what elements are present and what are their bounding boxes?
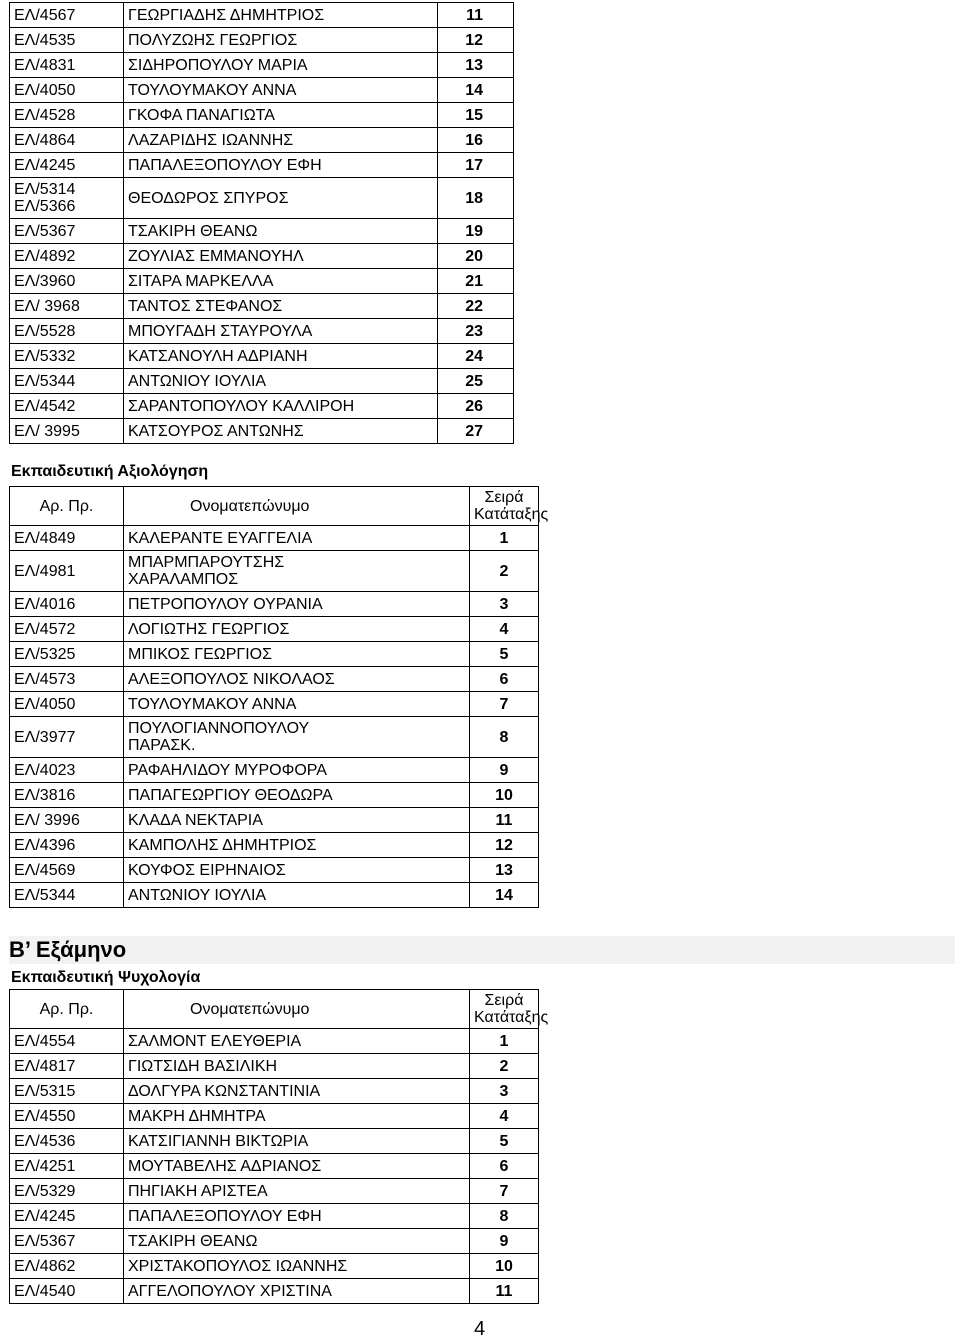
cell-name: ΣΑΛΜΟΝΤ ΕΛΕΥΘΕΡΙΑ bbox=[124, 1029, 470, 1054]
cell-code: ΕΛ/4567 bbox=[10, 3, 124, 28]
cell-rank: 9 bbox=[470, 758, 539, 783]
cell-name: ΠΟΛΥΖΩΗΣ ΓΕΩΡΓΙΟΣ bbox=[124, 28, 438, 53]
cell-rank: 7 bbox=[470, 1179, 539, 1204]
table-row bbox=[10, 3, 514, 28]
cell-name: ΚΑΤΣΟΥΡΟΣ ΑΝΤΩΝΗΣ bbox=[124, 419, 438, 444]
cell-rank: 3 bbox=[470, 1079, 539, 1104]
cell-name: ΤΣΑΚΙΡΗ ΘΕΑΝΩ bbox=[124, 219, 438, 244]
cell-name: ΑΝΤΩΝΙΟΥ ΙΟΥΛΙΑ bbox=[124, 883, 470, 908]
table-row bbox=[10, 78, 514, 103]
table-row bbox=[10, 1154, 539, 1179]
cell-name: ΜΟΥΤΑΒΕΛΗΣ ΑΔΡΙΑΝΟΣ bbox=[124, 1154, 470, 1179]
table-row bbox=[10, 1104, 539, 1129]
cell-rank: 11 bbox=[470, 1279, 539, 1304]
cell-code: ΕΛ/4542 bbox=[10, 394, 124, 419]
cell-name: ΛΟΓΙΩΤΗΣ ΓΕΩΡΓΙΟΣ bbox=[124, 617, 470, 642]
cell-name: ΠΑΠΑΓΕΩΡΓΙΟΥ ΘΕΟΔΩΡΑ bbox=[124, 783, 470, 808]
table-row bbox=[10, 1254, 539, 1279]
table-row bbox=[10, 244, 514, 269]
cell-rank: 6 bbox=[470, 1154, 539, 1179]
table-row bbox=[10, 369, 514, 394]
cell-code: ΕΛ/4817 bbox=[10, 1054, 124, 1079]
cell-name: ΔΟΛΓΥΡΑ ΚΩΝΣΤΑΝΤΙΝΙΑ bbox=[124, 1079, 470, 1104]
table-row bbox=[10, 526, 539, 551]
cell-code: ΕΛ/4554 bbox=[10, 1029, 124, 1054]
cell-name: ΓΕΩΡΓΙΑΔΗΣ ΔΗΜΗΤΡΙΟΣ bbox=[124, 3, 438, 28]
cell-rank: 23 bbox=[438, 319, 514, 344]
cell-name bbox=[124, 717, 470, 758]
cell-code: ΕΛ/4050 bbox=[10, 692, 124, 717]
cell-name: ΠΑΠΑΛΕΞΟΠΟΥΛΟΥ ΕΦΗ bbox=[124, 1204, 470, 1229]
cell-rank: 11 bbox=[470, 808, 539, 833]
cell-name: ΚΑΜΠΟΛΗΣ ΔΗΜΗΤΡΙΟΣ bbox=[124, 833, 470, 858]
cell-code: ΕΛ/4536 bbox=[10, 1129, 124, 1154]
header-name: Ονοματεπώνυμο bbox=[124, 487, 470, 526]
cell-code: ΕΛ/4864 bbox=[10, 128, 124, 153]
table-row bbox=[10, 294, 514, 319]
cell-rank: 10 bbox=[470, 783, 539, 808]
ranking-table-continued bbox=[9, 2, 514, 444]
cell-code: ΕΛ/4245 bbox=[10, 1204, 124, 1229]
cell-rank: 4 bbox=[470, 617, 539, 642]
section-title-educational-psychology: Εκπαιδευτική Ψυχολογία bbox=[11, 969, 201, 986]
ranking-table-educational-evaluation bbox=[9, 486, 549, 908]
cell-code: ΕΛ/5367 bbox=[10, 1229, 124, 1254]
table-header-row bbox=[10, 487, 539, 526]
cell-rank: 1 bbox=[470, 1029, 539, 1054]
table-row bbox=[10, 219, 514, 244]
cell-code: ΕΛ/5315 bbox=[10, 1079, 124, 1104]
page-number: 4 bbox=[474, 1318, 486, 1340]
table-row bbox=[10, 419, 514, 444]
cell-rank: 5 bbox=[470, 642, 539, 667]
cell-rank: 20 bbox=[438, 244, 514, 269]
table-row bbox=[10, 592, 539, 617]
table-row bbox=[10, 1079, 539, 1104]
header-name: Ονοματεπώνυμο bbox=[124, 990, 470, 1029]
header-rank-line1: Σειρά bbox=[484, 489, 524, 506]
cell-code: ΕΛ/4016 bbox=[10, 592, 124, 617]
table-row bbox=[10, 1204, 539, 1229]
cell-code: ΕΛ/ 3968 bbox=[10, 294, 124, 319]
cell-code: ΕΛ/4981 bbox=[10, 551, 124, 592]
table-row bbox=[10, 103, 514, 128]
cell-name: ΘΕΟΔΩΡΟΣ ΣΠΥΡΟΣ bbox=[124, 178, 438, 219]
cell-rank: 3 bbox=[470, 592, 539, 617]
cell-rank: 14 bbox=[438, 78, 514, 103]
cell-rank: 11 bbox=[438, 3, 514, 28]
cell-name: ΓΚΟΦΑ ΠΑΝΑΓΙΩΤΑ bbox=[124, 103, 438, 128]
cell-rank: 26 bbox=[438, 394, 514, 419]
cell-code: ΕΛ/3960 bbox=[10, 269, 124, 294]
cell-rank: 13 bbox=[470, 858, 539, 883]
cell-code: ΕΛ/3816 bbox=[10, 783, 124, 808]
cell-code: ΕΛ/ 3996 bbox=[10, 808, 124, 833]
cell-rank: 2 bbox=[470, 551, 539, 592]
cell-rank: 12 bbox=[470, 833, 539, 858]
cell-name: ΡΑΦΑΗΛΙΔΟΥ ΜΥΡΟΦΟΡΑ bbox=[124, 758, 470, 783]
cell-code: ΕΛ/5528 bbox=[10, 319, 124, 344]
cell-rank: 6 bbox=[470, 667, 539, 692]
cell-name: ΤΣΑΚΙΡΗ ΘΕΑΝΩ bbox=[124, 1229, 470, 1254]
table-row bbox=[10, 269, 514, 294]
cell-name: ΚΑΤΣΙΓΙΑΝΝΗ ΒΙΚΤΩΡΙΑ bbox=[124, 1129, 470, 1154]
table-row bbox=[10, 1279, 539, 1304]
cell-code: ΕΛ/5325 bbox=[10, 642, 124, 667]
section-title-educational-evaluation: Εκπαιδευτική Αξιολόγηση bbox=[11, 463, 209, 480]
cell-name: ΜΑΚΡΗ ΔΗΜΗΤΡΑ bbox=[124, 1104, 470, 1129]
cell-rank: 17 bbox=[438, 153, 514, 178]
cell-name: ΧΡΙΣΤΑΚΟΠΟΥΛΟΣ ΙΩΑΝΝΗΣ bbox=[124, 1254, 470, 1279]
semester-heading: Β’ Εξάμηνο bbox=[9, 936, 955, 964]
cell-name: ΠΑΠΑΛΕΞΟΠΟΥΛΟΥ ΕΦΗ bbox=[124, 153, 438, 178]
cell-code: ΕΛ/5329 bbox=[10, 1179, 124, 1204]
cell-code: ΕΛ/4396 bbox=[10, 833, 124, 858]
cell-code: ΕΛ/4569 bbox=[10, 858, 124, 883]
cell-name: ΚΑΤΣΑΝΟΥΛΗ ΑΔΡΙΑΝΗ bbox=[124, 344, 438, 369]
table-row bbox=[10, 667, 539, 692]
cell-code bbox=[10, 178, 124, 219]
header-rank bbox=[470, 990, 549, 1029]
cell-name: ΠΗΓΙΑΚΗ ΑΡΙΣΤΕΑ bbox=[124, 1179, 470, 1204]
table-row bbox=[10, 808, 539, 833]
table-row bbox=[10, 858, 539, 883]
cell-name: ΤΑΝΤΟΣ ΣΤΕΦΑΝΟΣ bbox=[124, 294, 438, 319]
table-row bbox=[10, 883, 539, 908]
table-row bbox=[10, 394, 514, 419]
cell-code: ΕΛ/4251 bbox=[10, 1154, 124, 1179]
cell-name: ΚΟΥΦΟΣ ΕΙΡΗΝΑΙΟΣ bbox=[124, 858, 470, 883]
cell-rank: 19 bbox=[438, 219, 514, 244]
table-row bbox=[10, 833, 539, 858]
cell-rank: 12 bbox=[438, 28, 514, 53]
cell-rank: 8 bbox=[470, 717, 539, 758]
cell-rank: 27 bbox=[438, 419, 514, 444]
cell-name-line2: ΠΑΡΑΣΚ. bbox=[128, 737, 196, 754]
cell-rank: 25 bbox=[438, 369, 514, 394]
cell-name: ΣΑΡΑΝΤΟΠΟΥΛΟΥ ΚΑΛΛΙΡΟΗ bbox=[124, 394, 438, 419]
cell-name: ΑΛΕΞΟΠΟΥΛΟΣ ΝΙΚΟΛΑΟΣ bbox=[124, 667, 470, 692]
header-code: Αρ. Πρ. bbox=[10, 487, 124, 526]
cell-code: ΕΛ/3977 bbox=[10, 717, 124, 758]
table-row bbox=[10, 344, 514, 369]
cell-name: ΛΑΖΑΡΙΔΗΣ ΙΩΑΝΝΗΣ bbox=[124, 128, 438, 153]
cell-code: ΕΛ/4572 bbox=[10, 617, 124, 642]
cell-rank: 1 bbox=[470, 526, 539, 551]
cell-name: ΤΟΥΛΟΥΜΑΚΟΥ ΑΝΝΑ bbox=[124, 78, 438, 103]
ranking-table-educational-psychology bbox=[9, 989, 549, 1304]
table-row bbox=[10, 53, 514, 78]
table-row bbox=[10, 153, 514, 178]
cell-name: ΤΟΥΛΟΥΜΑΚΟΥ ΑΝΝΑ bbox=[124, 692, 470, 717]
cell-code-line2: ΕΛ/5366 bbox=[14, 198, 76, 215]
cell-code: ΕΛ/4023 bbox=[10, 758, 124, 783]
cell-code: ΕΛ/4573 bbox=[10, 667, 124, 692]
table-row bbox=[10, 1229, 539, 1254]
cell-name: ΣΙΤΑΡΑ ΜΑΡΚΕΛΛΑ bbox=[124, 269, 438, 294]
cell-code: ΕΛ/4831 bbox=[10, 53, 124, 78]
cell-name bbox=[124, 551, 470, 592]
table-row bbox=[10, 642, 539, 667]
cell-name: ΚΑΛΕΡΑΝΤΕ ΕΥΑΓΓΕΛΙΑ bbox=[124, 526, 470, 551]
table-row bbox=[10, 1179, 539, 1204]
cell-name: ΑΓΓΕΛΟΠΟΥΛΟΥ ΧΡΙΣΤΙΝΑ bbox=[124, 1279, 470, 1304]
table-row bbox=[10, 551, 539, 592]
table-row bbox=[10, 758, 539, 783]
cell-code: ΕΛ/4862 bbox=[10, 1254, 124, 1279]
cell-code: ΕΛ/4849 bbox=[10, 526, 124, 551]
header-code: Αρ. Πρ. bbox=[10, 990, 124, 1029]
cell-name: ΜΠΟΥΓΑΔΗ ΣΤΑΥΡΟΥΛΑ bbox=[124, 319, 438, 344]
cell-rank: 21 bbox=[438, 269, 514, 294]
cell-code: ΕΛ/5332 bbox=[10, 344, 124, 369]
table-row bbox=[10, 28, 514, 53]
table-row bbox=[10, 1054, 539, 1079]
header-rank-line2: Κατάταξης bbox=[474, 506, 549, 523]
header-rank-line2: Κατάταξης bbox=[474, 1009, 549, 1026]
cell-name: ΖΟΥΛΙΑΣ ΕΜΜΑΝΟΥΗΛ bbox=[124, 244, 438, 269]
cell-code: ΕΛ/4528 bbox=[10, 103, 124, 128]
table-row bbox=[10, 617, 539, 642]
cell-name: ΚΛΑΔΑ ΝΕΚΤΑΡΙΑ bbox=[124, 808, 470, 833]
cell-code: ΕΛ/5344 bbox=[10, 369, 124, 394]
cell-rank: 14 bbox=[470, 883, 539, 908]
cell-rank: 13 bbox=[438, 53, 514, 78]
cell-name-line1: ΜΠΑΡΜΠΑΡΟΥΤΣΗΣ bbox=[128, 554, 285, 571]
cell-name-line2: ΧΑΡΑΛΑΜΠΟΣ bbox=[128, 571, 239, 588]
cell-rank: 5 bbox=[470, 1129, 539, 1154]
cell-name: ΑΝΤΩΝΙΟΥ ΙΟΥΛΙΑ bbox=[124, 369, 438, 394]
cell-name-line1: ΠΟΥΛΟΓΙΑΝΝΟΠΟΥΛΟΥ bbox=[128, 720, 310, 737]
cell-code: ΕΛ/4050 bbox=[10, 78, 124, 103]
cell-rank: 4 bbox=[470, 1104, 539, 1129]
cell-code: ΕΛ/4540 bbox=[10, 1279, 124, 1304]
cell-code: ΕΛ/5344 bbox=[10, 883, 124, 908]
header-rank-line1: Σειρά bbox=[484, 992, 524, 1009]
cell-name: ΠΕΤΡΟΠΟΥΛΟΥ ΟΥΡΑΝΙΑ bbox=[124, 592, 470, 617]
table-row bbox=[10, 178, 514, 219]
table-header-row bbox=[10, 990, 539, 1029]
cell-code: ΕΛ/4550 bbox=[10, 1104, 124, 1129]
table-row bbox=[10, 128, 514, 153]
cell-name: ΓΙΩΤΣΙΔΗ ΒΑΣΙΛΙΚΗ bbox=[124, 1054, 470, 1079]
cell-code: ΕΛ/ 3995 bbox=[10, 419, 124, 444]
cell-rank: 15 bbox=[438, 103, 514, 128]
cell-rank: 8 bbox=[470, 1204, 539, 1229]
cell-name: ΜΠΙΚΟΣ ΓΕΩΡΓΙΟΣ bbox=[124, 642, 470, 667]
table-row bbox=[10, 1129, 539, 1154]
header-rank bbox=[470, 487, 549, 526]
table-row bbox=[10, 783, 539, 808]
cell-code-line1: ΕΛ/5314 bbox=[14, 181, 76, 198]
cell-rank: 7 bbox=[470, 692, 539, 717]
cell-code: ΕΛ/4535 bbox=[10, 28, 124, 53]
table-row bbox=[10, 692, 539, 717]
cell-rank: 22 bbox=[438, 294, 514, 319]
cell-rank: 9 bbox=[470, 1229, 539, 1254]
table-row bbox=[10, 1029, 539, 1054]
cell-rank: 2 bbox=[470, 1054, 539, 1079]
cell-rank: 10 bbox=[470, 1254, 539, 1279]
cell-rank: 24 bbox=[438, 344, 514, 369]
table-row bbox=[10, 319, 514, 344]
cell-name: ΣΙΔΗΡΟΠΟΥΛΟΥ ΜΑΡΙΑ bbox=[124, 53, 438, 78]
table-row bbox=[10, 717, 539, 758]
cell-rank: 18 bbox=[438, 178, 514, 219]
cell-code: ΕΛ/4892 bbox=[10, 244, 124, 269]
cell-code: ΕΛ/4245 bbox=[10, 153, 124, 178]
cell-code: ΕΛ/5367 bbox=[10, 219, 124, 244]
cell-rank: 16 bbox=[438, 128, 514, 153]
